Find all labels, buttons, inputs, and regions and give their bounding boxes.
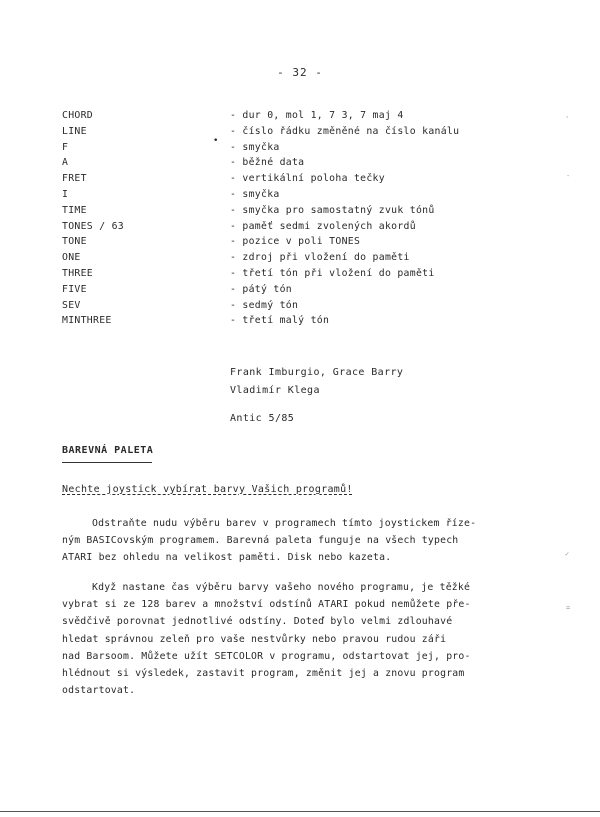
scan-speck: ✓	[565, 550, 570, 558]
definition-desc: - smyčka	[230, 188, 280, 200]
definition-desc: - sedmý tón	[230, 299, 299, 311]
definition-row	[62, 219, 542, 235]
definition-desc: - číslo řádku změněné na číslo kanálu	[230, 125, 460, 137]
definition-row	[62, 266, 542, 282]
definition-row	[62, 203, 542, 219]
definition-term: TIME	[62, 204, 87, 216]
paragraph-line: odstartovat.	[62, 685, 136, 697]
definition-term: I	[62, 188, 69, 200]
definition-desc: - třetí malý tón	[230, 315, 330, 327]
definition-term: CHORD	[62, 110, 93, 121]
definition-row	[62, 282, 542, 298]
stray-dot: •	[213, 136, 219, 146]
definition-term: LINE	[62, 125, 87, 137]
definition-desc: - smyčka	[230, 141, 280, 153]
signature-block	[230, 364, 403, 428]
article-heading: BAREVNÁ PALETA	[62, 445, 154, 456]
definition-desc: - dur 0, mol 1, 7 3, 7 maj 4	[230, 110, 404, 121]
paragraph-line: Když nastane čas výběru barvy vašeho nového programu, je těžké	[92, 582, 471, 593]
scan-speck: '	[565, 115, 570, 123]
paragraph-line: hlédnout si výsledek, zastavit program, změnit jej a znovu program	[62, 668, 465, 680]
definition-desc: - pozice v poli TONES	[230, 236, 361, 248]
definition-row	[62, 155, 542, 171]
definition-term: ONE	[62, 252, 81, 264]
definition-term: THREE	[62, 267, 93, 279]
definition-row	[62, 108, 542, 124]
definition-term: TONES / 63	[62, 220, 124, 232]
definition-desc: - pátý tón	[230, 283, 292, 295]
definition-term: FIVE	[62, 283, 87, 295]
definition-term: F	[62, 141, 69, 153]
source-reference: Antic 5/85	[230, 413, 295, 424]
definition-desc: - paměť sedmi zvolených akordů	[230, 220, 416, 232]
definition-desc: - smyčka pro samostatný zvuk tónů	[230, 204, 435, 216]
paragraph-line: hledat správnou zeleň pro vaše nestvůrky nebo pravou rudou záři	[62, 633, 447, 645]
definition-row	[62, 187, 542, 203]
signature-gap	[230, 400, 403, 410]
definition-term: SEV	[62, 299, 81, 311]
scan-speck: =	[566, 604, 571, 612]
authors: Frank Imburgio, Grace Barry	[230, 367, 404, 378]
definition-desc: - třetí tón při vložení do paměti	[230, 267, 435, 279]
paragraph-line: nad Barsoom. Můžete užít SETCOLOR v programu, odstartovat jej, pro-	[62, 650, 471, 662]
page-bottom-edge	[0, 811, 600, 812]
paragraph-line: svědčivě porovnat jednotlivé odstíny. Doteď bylo velmi zdlouhavé	[62, 616, 453, 628]
variable-definitions-list	[62, 108, 542, 329]
paragraph-line: Odstraňte nudu výběru barev v programech tímto joystickem říze-	[92, 518, 477, 529]
paragraph-line: vybrat si ze 128 barev a množství odstínů ATARI pokud nemůžete pře-	[62, 599, 471, 611]
definition-desc: - vertikální poloha tečky	[230, 173, 385, 185]
definition-term: A	[62, 157, 69, 169]
heading-underline	[62, 462, 152, 463]
definition-row	[62, 298, 542, 314]
paragraph-line: ným BASICovským programem. Barevná paleta funguje na všech typech	[62, 535, 459, 547]
definition-row	[62, 250, 542, 266]
definition-desc: - běžné data	[230, 157, 305, 169]
definition-row	[62, 124, 542, 140]
page-number: - 32 -	[277, 66, 323, 79]
paragraph-intro	[62, 515, 492, 567]
translator: Vladimír Klega	[230, 385, 320, 396]
definition-row	[62, 234, 542, 250]
definition-term: FRET	[62, 173, 87, 185]
definition-term: MINTHREE	[62, 315, 112, 327]
scan-speck: -	[566, 172, 571, 180]
article-subtitle: Nechte joystick vybírat barvy Vašich programů!	[62, 484, 353, 495]
definition-row	[62, 313, 542, 329]
definition-row	[62, 171, 542, 187]
definition-desc: - zdroj při vložení do paměti	[230, 252, 410, 264]
paragraph-line: ATARI bez ohledu na velikost paměti. Disk nebo kazeta.	[62, 552, 392, 564]
definition-row	[62, 140, 542, 156]
paragraph-body	[62, 579, 492, 699]
definition-term: TONE	[62, 236, 87, 248]
